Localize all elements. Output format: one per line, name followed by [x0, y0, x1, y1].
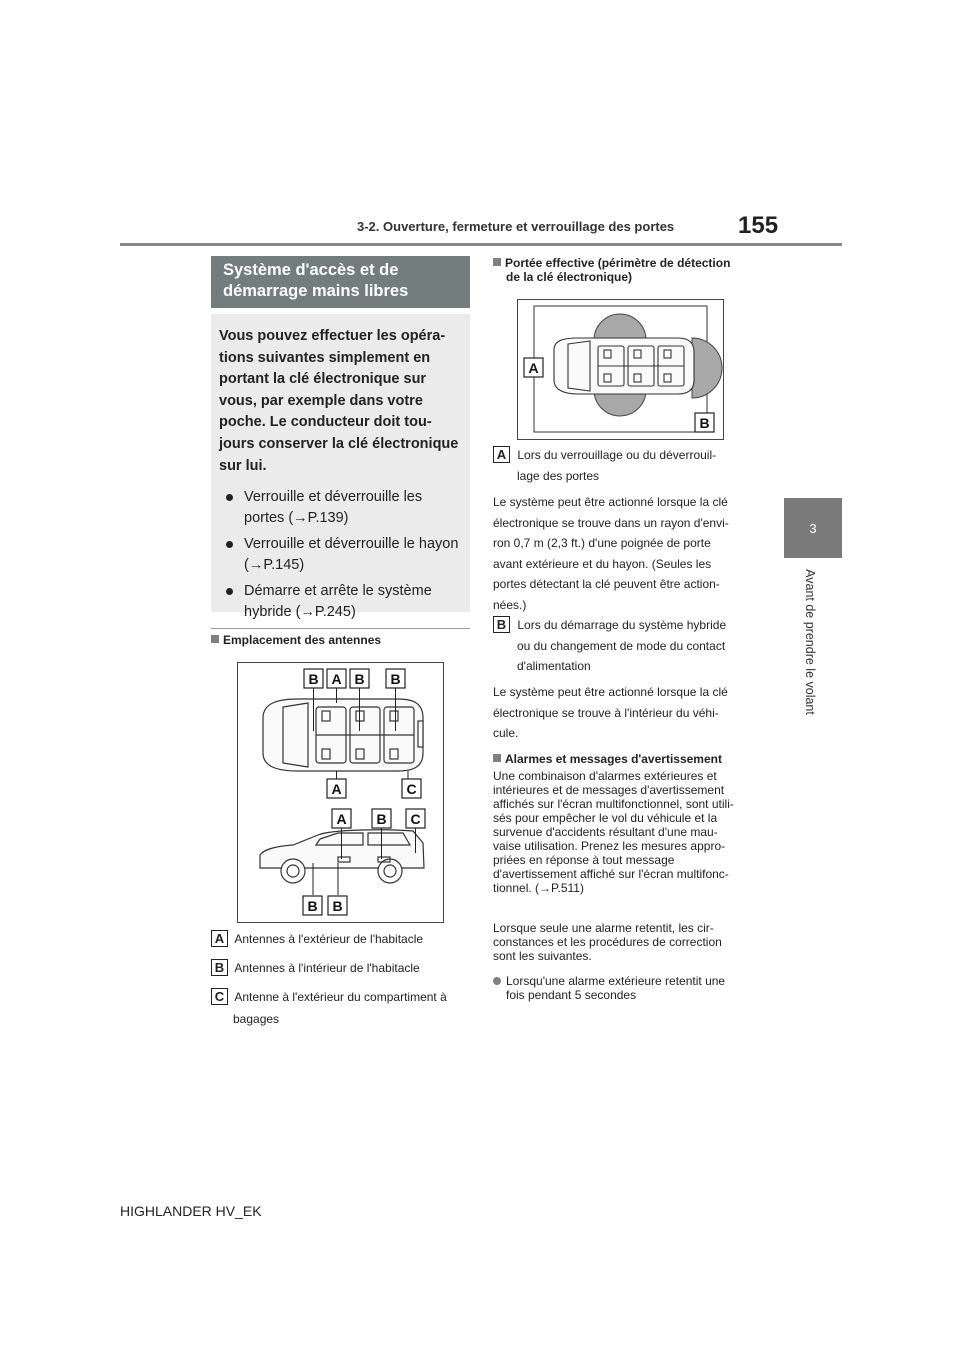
section-title: 3-2. Ouverture, fermeture et verrouillage des portes	[357, 219, 675, 234]
chapter-title: Avant de prendre le volant	[803, 569, 817, 715]
legend-item-b	[211, 958, 420, 978]
detection-range-diagram	[518, 300, 723, 439]
figure-label-a: A	[336, 811, 347, 827]
figure-label-b: B	[390, 671, 401, 687]
range-item-a	[493, 445, 716, 465]
legend-letter: B	[493, 616, 510, 633]
legend-letter: C	[211, 988, 228, 1005]
intro-line: tions suivantes simplement en	[219, 349, 431, 366]
list-item: Verrouille et déverrouille les portes (→P.139)	[219, 487, 462, 529]
range-b-paragraph: Le système peut être actionné lorsque la clé électronique se trouve à l'intérieur du véhi- cule.	[493, 685, 728, 740]
box-title-line: démarrage mains libres	[223, 282, 409, 300]
square-bullet-icon	[493, 258, 501, 266]
alarm-bullet: Lorsqu'une alarme extérieure retentit une fois pendant 5 secondes	[493, 974, 768, 1002]
item-text: Lors du verrouillage ou du déverrouil-	[517, 448, 717, 462]
range-item-b	[493, 615, 726, 635]
intro-line: Vous pouvez effectuer les opéra-	[219, 328, 446, 344]
chapter-number: 3	[809, 520, 817, 536]
box-title-line: Système d'accès et de	[223, 261, 399, 279]
legend-letter: A	[493, 446, 510, 463]
legend-text: Antenne à l'extérieur du compartiment à	[234, 990, 447, 1004]
alarms-paragraph-2: Lorsque seule une alarme retentit, les cir- constances et les procédures de correction sont les suivantes.	[493, 921, 722, 963]
box-title	[211, 256, 470, 308]
legend-text: Antennes à l'extérieur de l'habitacle	[234, 932, 424, 946]
range-heading: Portée effective (périmètre de détection de la clé électronique)	[493, 256, 730, 284]
legend-letter: A	[211, 930, 228, 947]
section-divider	[211, 628, 470, 629]
item-text: d'alimentation	[517, 659, 591, 673]
car-top-view	[554, 338, 694, 394]
legend-item-c	[211, 987, 447, 1007]
figure-label-b: B	[699, 415, 710, 431]
range-a-paragraph: Le système peut être actionné lorsque la clé électronique se trouve dans un rayon d'envi- ron 0,7 m (2,3 ft.) d'une poignée de porte avant extérieure et du hayon. (Seules les portes détectant la clé peuvent être action- nées.)	[493, 495, 729, 612]
figure-label-b: B	[308, 671, 319, 687]
square-bullet-icon	[493, 754, 501, 762]
intro-line: jours conserver la clé électronique	[219, 435, 459, 452]
intro-line: sur lui.	[219, 457, 267, 474]
car-top-view	[263, 699, 423, 771]
legend-letter: B	[211, 959, 228, 976]
detection-range-figure	[517, 299, 724, 440]
item-text: ou du changement de mode du contact	[517, 639, 726, 653]
figure-label-c: C	[410, 811, 421, 827]
figure-label-b: B	[376, 811, 387, 827]
figure-label-b: B	[354, 671, 365, 687]
list-item: Démarre et arrête le système hybride (→P.245)	[219, 581, 462, 623]
legend-text: Antennes à l'intérieur de l'habitacle	[234, 961, 420, 975]
box-body	[211, 314, 470, 621]
legend-item-a	[211, 929, 423, 949]
antennas-heading: Emplacement des antennes	[211, 633, 381, 647]
header-divider	[120, 243, 842, 246]
figure-label-a: A	[331, 781, 342, 797]
intro-line: portant la clé électronique sur	[219, 371, 427, 388]
intro-text	[219, 326, 462, 477]
alarms-paragraph: Une combinaison d'alarmes extérieures et intérieures et de messages d'avertissement affichés sur l'écran multifonctionnel, sont utili- sés pour empêcher le vol du véhicule et la survenue d'accidents résultant d'une mau- vaise utilisation. Prenez les mesures appro- priées en réponse à tout message d'avertissement affiché sur l'écran multifonc- tionnel. (→P.511)	[493, 769, 734, 895]
legend-text: bagages	[233, 1012, 280, 1026]
circle-bullet-icon	[493, 977, 501, 985]
alarms-heading: Alarmes et messages d'avertissement	[493, 752, 722, 766]
figure-label-b: B	[307, 898, 318, 914]
model-footer: HIGHLANDER HV_EK	[120, 1203, 262, 1219]
item-text: Lors du démarrage du système hybride	[517, 618, 727, 632]
antenna-diagram	[238, 663, 443, 922]
list-item: Verrouille et déverrouille le hayon (→P.145)	[219, 534, 462, 576]
figure-label-a: A	[528, 360, 539, 376]
antenna-location-figure	[237, 662, 444, 923]
figure-label-a: A	[331, 671, 342, 687]
feature-list	[219, 487, 462, 623]
intro-line: poche. Le conducteur doit tou-	[219, 414, 432, 431]
figure-label-c: C	[406, 781, 417, 797]
chapter-tab	[784, 498, 842, 558]
intro-line: vous, par exemple dans votre	[219, 392, 423, 409]
item-text: lage des portes	[517, 469, 600, 483]
square-bullet-icon	[211, 635, 219, 643]
page-number: 155	[738, 212, 779, 239]
figure-label-b: B	[332, 898, 343, 914]
